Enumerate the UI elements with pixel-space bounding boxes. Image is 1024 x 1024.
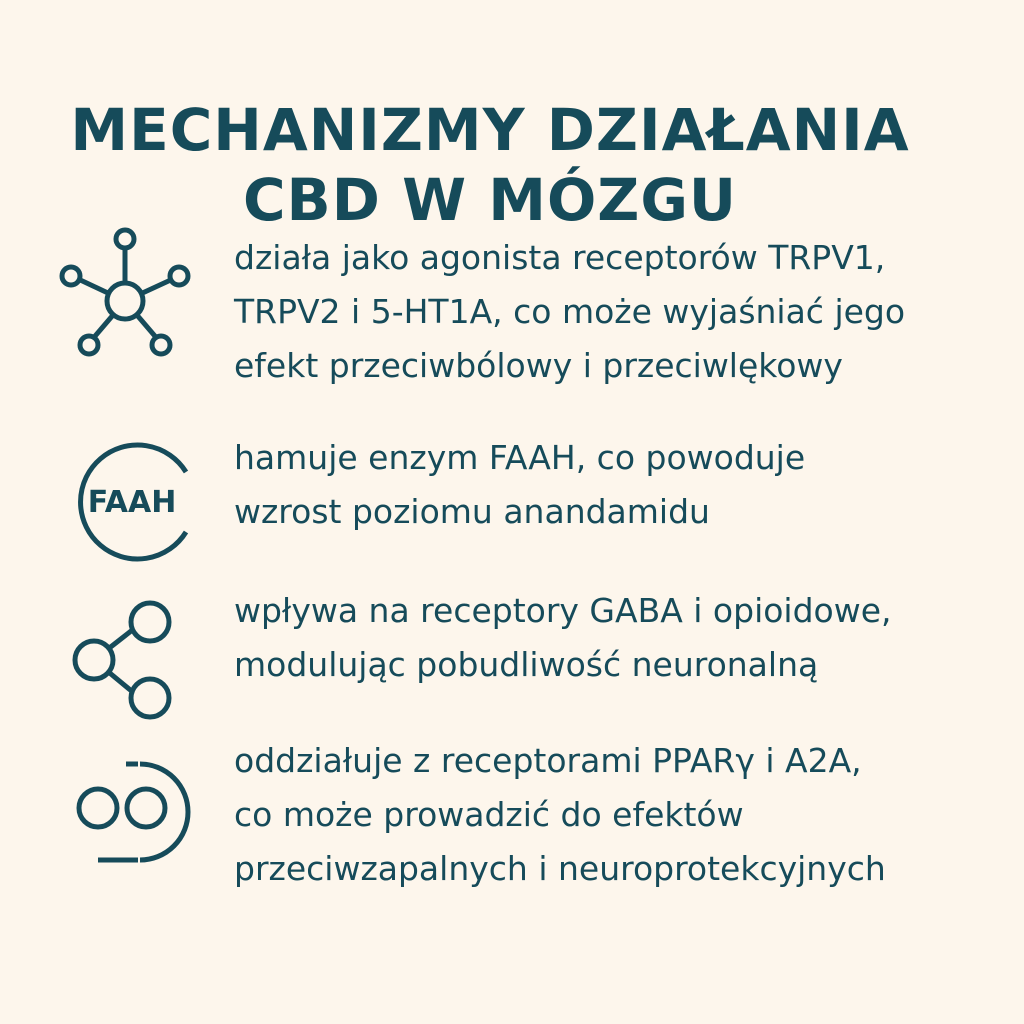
- mechanism-text-gaba: [234, 584, 994, 692]
- faah-enzyme-icon: [58, 432, 198, 572]
- text-line: TRPV2 i 5-HT1A, co może wyjaśniać jego: [234, 292, 906, 331]
- text-line: oddziałuje z receptorami PPARγ i A2A,: [234, 741, 862, 780]
- mechanism-text-agonist: [234, 231, 994, 393]
- text-line: hamuje enzym FAAH, co powoduje: [234, 438, 806, 477]
- page-title: [0, 95, 980, 235]
- text-line: efekt przeciwbólowy i przeciwlękowy: [234, 346, 843, 385]
- share-nodes-icon: [58, 590, 198, 730]
- faah-icon-label: FAAH: [87, 485, 177, 520]
- title-line-2: CBD W MÓZGU: [242, 165, 738, 234]
- mechanism-text-ppar: [234, 734, 994, 896]
- text-line: co może prowadzić do efektów: [234, 795, 744, 834]
- text-line: modulując pobudliwość neuronalną: [234, 645, 819, 684]
- text-line: działa jako agonista receptorów TRPV1,: [234, 238, 886, 277]
- text-line: wpływa na receptory GABA i opioidowe,: [234, 591, 892, 630]
- mechanism-text-faah: [234, 431, 994, 539]
- receptors-pair-icon: [58, 742, 198, 882]
- title-line-1: MECHANIZMY DZIAŁANIA: [70, 95, 910, 164]
- text-line: wzrost poziomu anandamidu: [234, 492, 710, 531]
- molecule-network-icon: [58, 222, 198, 362]
- text-line: przeciwzapalnych i neuroprotekcyjnych: [234, 849, 886, 888]
